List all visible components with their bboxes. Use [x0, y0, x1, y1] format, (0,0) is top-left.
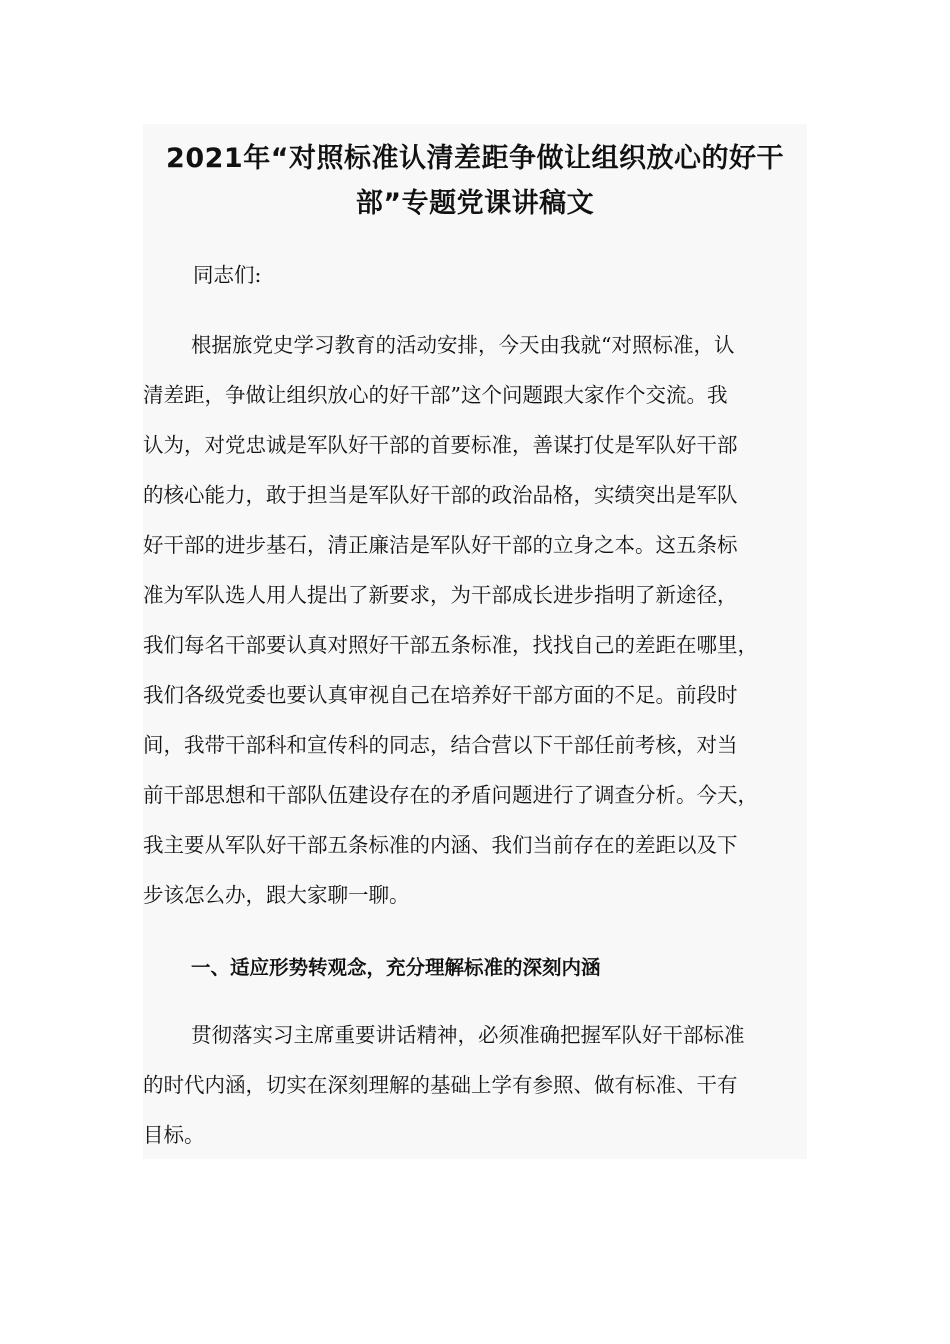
paragraph-line: 的时代内涵，切实在深刻理解的基础上学有参照、做有标准、干有	[143, 1073, 738, 1097]
paragraph-line: 前干部思想和干部队伍建设存在的矛盾问题进行了调查分析。今天，	[143, 783, 758, 807]
document-title	[143, 136, 807, 226]
salutation: 同志们:	[193, 263, 262, 287]
document-page	[143, 124, 807, 1159]
paragraph-line: 我主要从军队好干部五条标准的内涵、我们当前存在的差距以及下	[143, 833, 738, 857]
paragraph-line: 我们各级党委也要认真审视自己在培养好干部方面的不足。前段时	[143, 683, 738, 707]
body-paragraph-1	[143, 320, 807, 920]
paragraph-line: 好干部的进步基石，清正廉洁是军队好干部的立身之本。这五条标	[143, 533, 738, 557]
paragraph-line: 根据旅党史学习教育的活动安排，今天由我就“对照标准，认	[191, 333, 735, 357]
paragraph-line: 步该怎么办，跟大家聊一聊。	[143, 883, 410, 907]
paragraph-line: 贯彻落实习主席重要讲话精神，必须准确把握军队好干部标准	[191, 1023, 745, 1047]
section-heading-1: 一、适应形势转观念，充分理解标准的深刻内涵	[191, 956, 601, 979]
paragraph-line: 认为，对党忠诚是军队好干部的首要标准，善谋打仗是军队好干部	[143, 433, 738, 457]
paragraph-line: 的核心能力，敢于担当是军队好干部的政治品格，实绩突出是军队	[143, 483, 738, 507]
title-line-1: 2021年“对照标准认清差距争做让组织放心的好干	[166, 143, 784, 174]
paragraph-line: 我们每名干部要认真对照好干部五条标准，找找自己的差距在哪里，	[143, 633, 758, 657]
paragraph-line: 准为军队选人用人提出了新要求，为干部成长进步指明了新途径，	[143, 583, 738, 607]
title-line-2: 部”专题党课讲稿文	[355, 188, 595, 219]
paragraph-line: 清差距，争做让组织放心的好干部”这个问题跟大家作个交流。我	[143, 383, 728, 407]
body-paragraph-2	[143, 1010, 807, 1160]
paragraph-line: 目标。	[143, 1123, 205, 1147]
paragraph-line: 间，我带干部科和宣传科的同志，结合营以下干部任前考核，对当	[143, 733, 738, 757]
